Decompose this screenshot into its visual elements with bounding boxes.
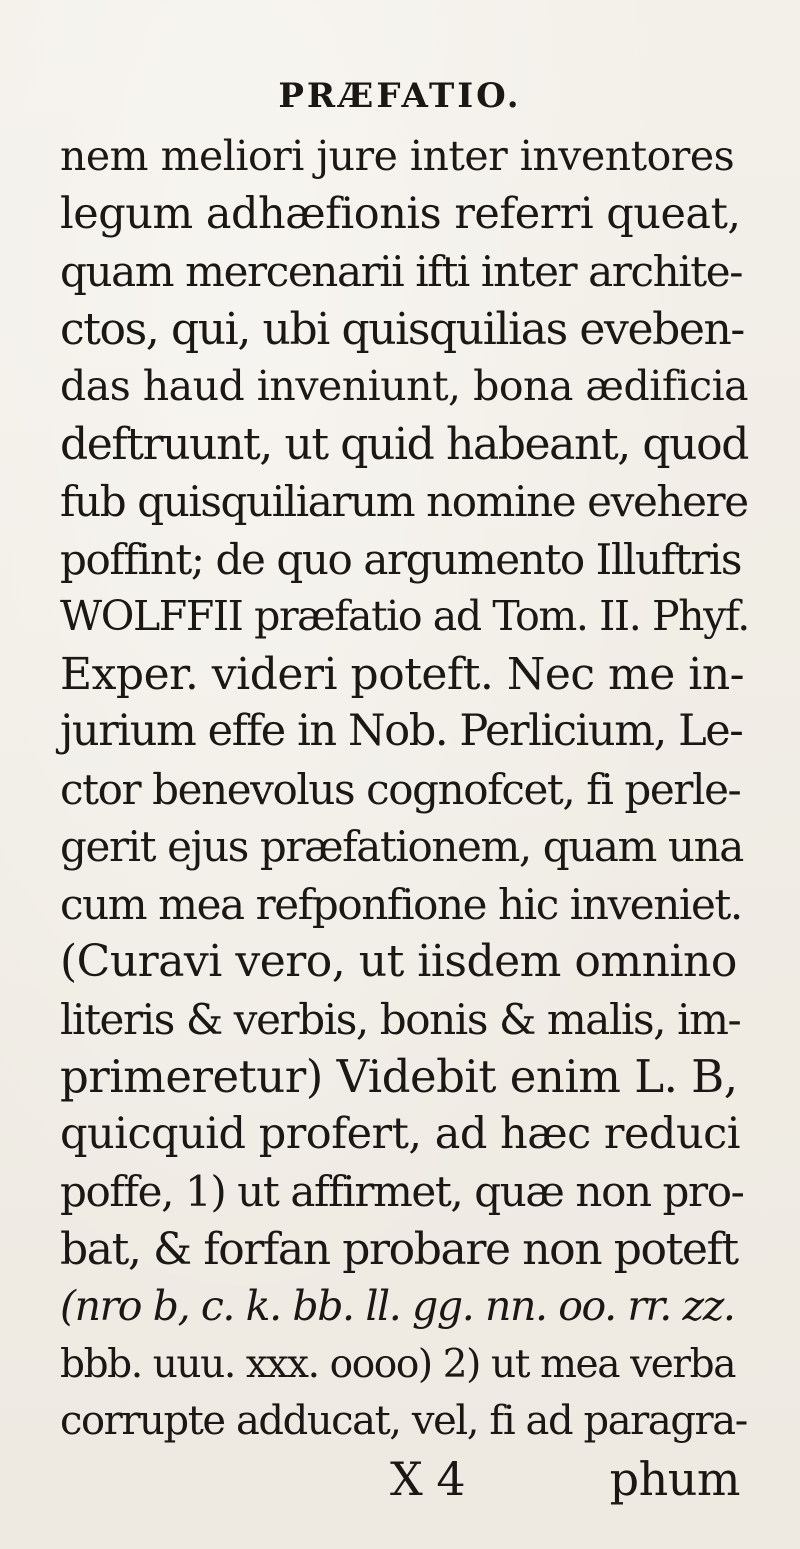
text-line-17: primeretur) Videbit enim L. B,: [60, 1050, 738, 1103]
text-line-21: (nro b, c. k. bb. ll. gg. nn. oo. rr. zz.: [60, 1282, 735, 1330]
text-line-5: das haud inveniunt, bona ædificia: [60, 362, 749, 410]
body-text: [60, 128, 750, 1508]
text-line-18: quicquid profert, ad hæc reduci: [60, 1108, 740, 1159]
text-line-8: poffint; de quo argumento Illuftris: [60, 534, 742, 584]
text-line-16: literis & verbis, bonis & malis, im-: [60, 994, 741, 1044]
text-line-3: quam mercenarii ifti inter archite-: [60, 247, 743, 296]
text-line-15: (Curavi vero, ut iisdem omnino: [60, 936, 737, 987]
text-line-7: fub quisquiliarum nomine evehere: [60, 477, 748, 526]
text-line-6: deftruunt, ut quid habeant, quod: [60, 418, 748, 470]
catchword: phum: [609, 1451, 740, 1506]
text-line-1: nem meliori jure inter inventores: [60, 132, 735, 180]
text-line-10: Exper. videri poteft. Nec me in-: [60, 648, 745, 700]
text-line-13: gerit ejus præfationem, quam una: [60, 822, 743, 871]
text-line-11: jurium effe in Nob. Perlicium, Le-: [60, 706, 743, 756]
text-line-14: cum mea refponfione hic inveniet.: [60, 879, 742, 929]
text-line-2: legum adhæfionis referri queat,: [60, 188, 741, 239]
text-line-4: ctos, qui, ubi quisquilias eveben-: [60, 303, 744, 355]
signature-mark: X 4: [390, 1451, 466, 1506]
running-head: PRÆFATIO.: [278, 76, 522, 116]
footer-line: [60, 1451, 750, 1509]
text-line-23: corrupte adducat, vel, fi ad paragra-: [60, 1398, 747, 1444]
text-line-20: bat, & forfan probare non poteft: [60, 1223, 738, 1275]
text-line-9: WOLFFII præfatio ad Tom. II. Phyf.: [60, 592, 749, 640]
text-line-22: bbb. uuu. xxx. oooo) 2) ut mea verba: [60, 1341, 736, 1387]
text-line-19: poffe, 1) ut affirmet, quæ non pro-: [60, 1167, 744, 1216]
text-line-12: ctor benevolus cognofcet, fi perle-: [60, 764, 741, 814]
